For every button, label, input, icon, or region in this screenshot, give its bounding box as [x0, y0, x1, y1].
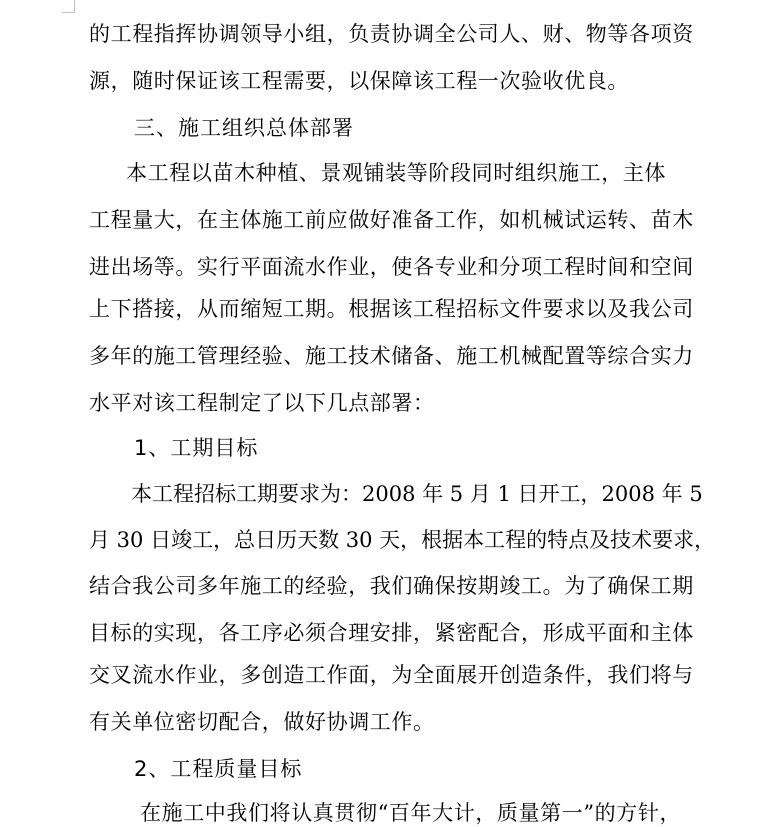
section-heading: 三、施工组织总体部署	[134, 116, 354, 140]
paragraph-line: 月 30 日竣工，总日历天数 30 天，根据本工程的特点及技术要求，	[89, 528, 716, 552]
paragraph-line: 上下搭接，从而缩短工期。根据该工程招标文件要求以及我公司	[89, 297, 694, 321]
paragraph-line: 工程量大，在主体施工前应做好准备工作，如机械试运转、苗木	[89, 208, 694, 232]
subsection-heading: 1、工期目标	[134, 436, 259, 460]
paragraph-line: 水平对该工程制定了以下几点部署：	[89, 391, 435, 415]
subsection-heading: 2、工程质量目标	[134, 757, 303, 781]
paragraph-line: 本工程招标工期要求为：2008 年 5 月 1 日开工，2008 年 5	[131, 482, 703, 506]
paragraph-line: 在施工中我们将认真贯彻“百年大计，质量第一”的方针，	[140, 801, 682, 825]
paragraph-line: 交叉流水作业，多创造工作面，为全面展开创造条件，我们将与	[89, 663, 694, 687]
paragraph-line: 进出场等。实行平面流水作业，使各专业和分项工程时间和空间	[89, 255, 694, 279]
paragraph-line: 的工程指挥协调领导小组，负责协调全公司人、财、物等各项资	[89, 22, 694, 46]
paragraph-line: 本工程以苗木种植、景观铺装等阶段同时组织施工，主体	[126, 161, 666, 185]
margin-corner-mark	[62, 0, 75, 13]
paragraph-line: 源，随时保证该工程需要，以保障该工程一次验收优良。	[89, 69, 629, 93]
paragraph-line: 结合我公司多年施工的经验，我们确保按期竣工。为了确保工期	[89, 574, 694, 598]
paragraph-line: 有关单位密切配合，做好协调工作。	[89, 710, 435, 734]
paragraph-line: 目标的实现，各工序必须合理安排，紧密配合，形成平面和主体	[89, 621, 694, 645]
paragraph-line: 多年的施工管理经验、施工技术储备、施工机械配置等综合实力	[89, 344, 694, 368]
